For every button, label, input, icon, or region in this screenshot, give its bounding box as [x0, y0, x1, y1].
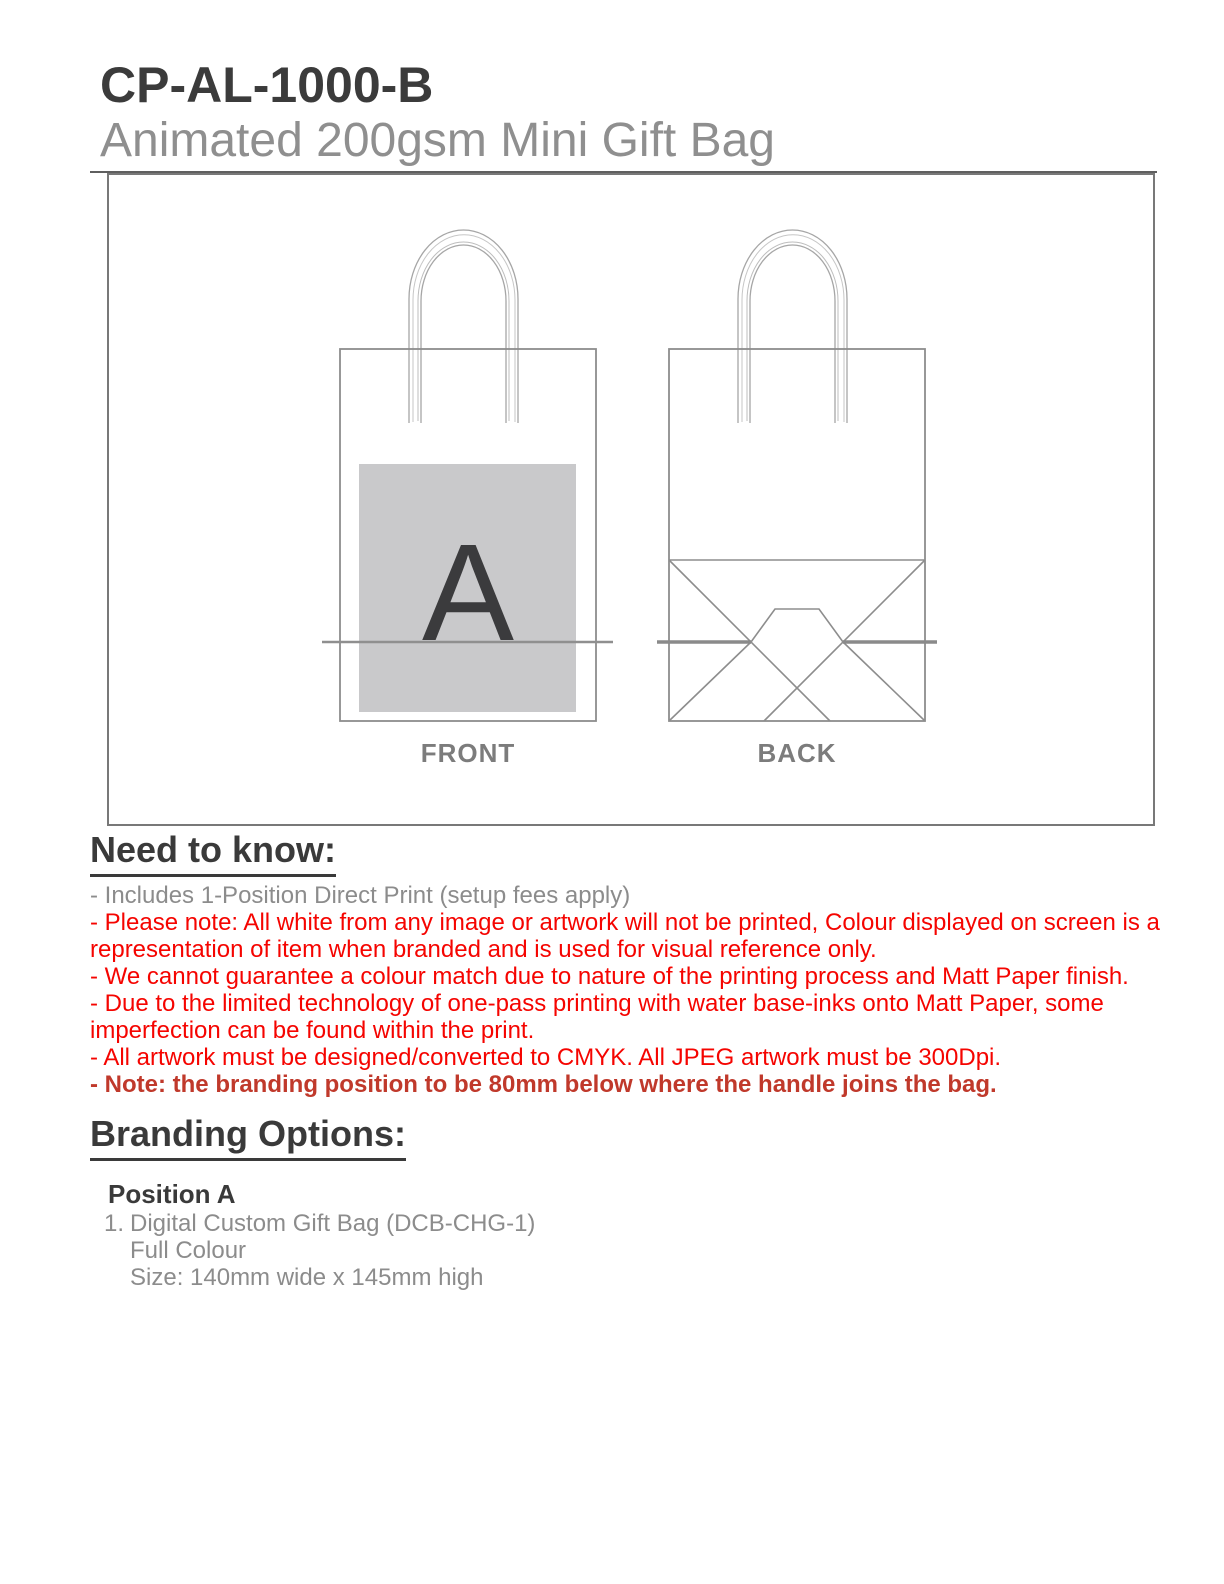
- need-to-know-heading: Need to know:: [90, 830, 336, 877]
- product-diagram-box: [107, 173, 1155, 826]
- need-to-know-item: - Includes 1-Position Direct Print (setup fees apply): [90, 882, 631, 909]
- position-a-heading: Position A: [108, 1179, 236, 1209]
- need-to-know-item: imperfection can be found within the print.: [90, 1017, 535, 1044]
- branding-item-line: Full Colour: [130, 1237, 247, 1264]
- page-title: CP-AL-1000-B: [100, 57, 434, 113]
- front-bag: [322, 230, 613, 721]
- branding-option-item: [104, 1210, 804, 1291]
- need-to-know-item: representation of item when branded and is used for visual reference only.: [90, 936, 877, 963]
- need-to-know-item: - All artwork must be designed/converted to CMYK. All JPEG artwork must be 300Dpi.: [90, 1044, 1002, 1071]
- back-view-label: BACK: [757, 738, 837, 768]
- branding-options-heading: Branding Options:: [90, 1114, 406, 1161]
- page-subtitle: Animated 200gsm Mini Gift Bag: [100, 114, 775, 167]
- front-view-label: FRONT: [420, 738, 516, 768]
- branding-item-number: 1.: [104, 1210, 125, 1237]
- bag-diagram-canvas: [109, 175, 1153, 824]
- branding-item-line: Size: 140mm wide x 145mm high: [130, 1264, 484, 1291]
- need-to-know-note: - Note: the branding position to be 80mm below where the handle joins the bag.: [90, 1071, 997, 1098]
- back-bag: [657, 230, 937, 721]
- need-to-know-item: - Due to the limited technology of one-pass printing with water base-inks onto Matt Paper, some: [90, 990, 1104, 1017]
- position-a-marker: A: [421, 516, 515, 670]
- need-to-know-item: - We cannot guarantee a colour match due to nature of the printing process and Matt Paper finish.: [90, 963, 1129, 990]
- branding-item-line: Digital Custom Gift Bag (DCB-CHG-1): [130, 1210, 536, 1237]
- need-to-know-item: - Please note: All white from any image or artwork will not be printed, Colour displayed on screen is a: [90, 909, 1160, 936]
- branding-options-list: [104, 1210, 804, 1291]
- need-to-know-list: [90, 882, 1180, 1098]
